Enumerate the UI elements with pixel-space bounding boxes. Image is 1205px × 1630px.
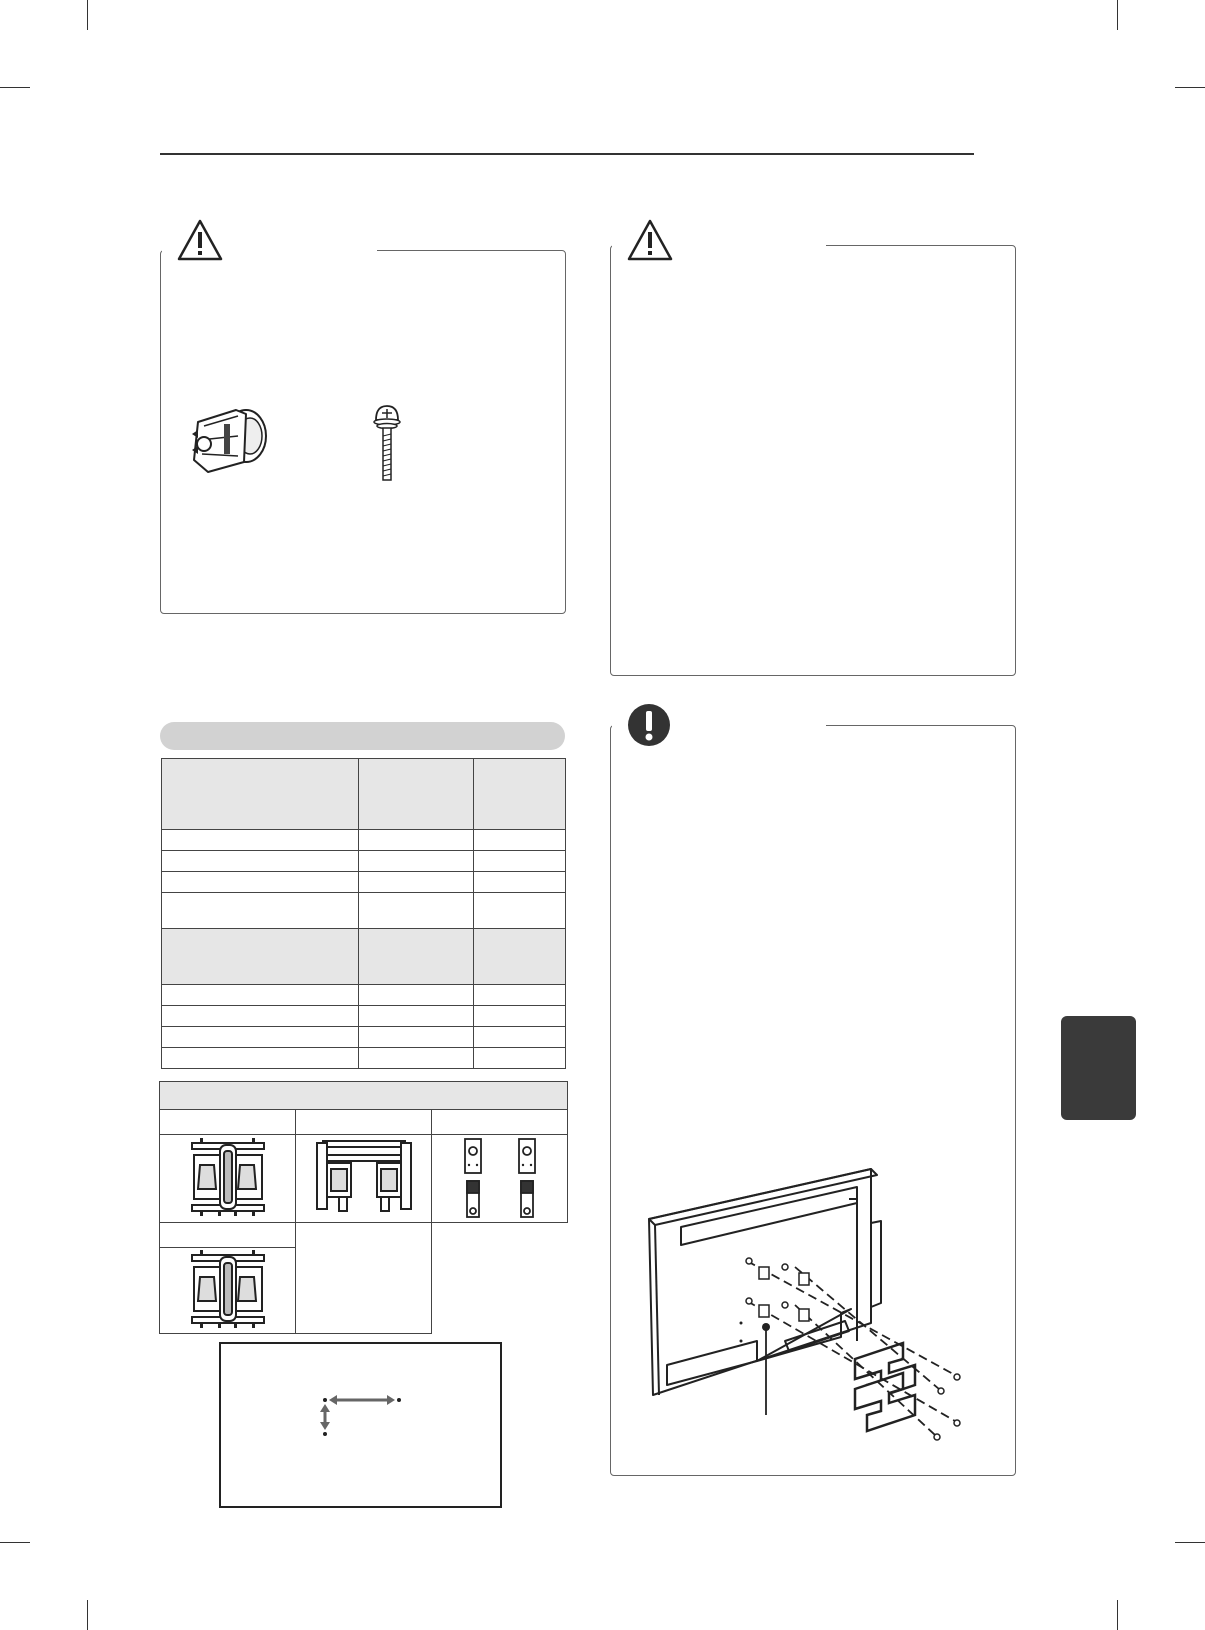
warning-triangle-icon (626, 218, 674, 267)
table-row (162, 872, 566, 893)
crop-mark (1117, 0, 1118, 30)
table-row (160, 1082, 568, 1110)
crop-mark (87, 0, 88, 30)
crop-mark (1117, 1600, 1118, 1630)
bracket-image-cell (296, 1135, 432, 1223)
tilt-wall-bracket-image (309, 1137, 419, 1217)
spec-table (161, 758, 566, 1069)
warning-triangle-icon (176, 218, 224, 267)
section-header-bar (160, 722, 565, 750)
screw-icon (372, 404, 402, 487)
chapter-side-tab (1061, 1016, 1136, 1120)
crop-mark (1175, 1542, 1205, 1543)
table-row (160, 1135, 568, 1223)
table-row (160, 1110, 568, 1135)
swivel-wall-bracket-image (188, 1137, 268, 1217)
table-row (162, 1048, 566, 1069)
table-row (162, 985, 566, 1006)
crop-mark (0, 87, 30, 88)
table-row (162, 893, 566, 929)
table-row (162, 759, 566, 830)
fixed-wall-bracket-image (445, 1135, 555, 1219)
tv-wall-mount-diagram (645, 1163, 965, 1453)
wall-mount-accessory-table (159, 1081, 568, 1334)
header-rule (160, 153, 974, 155)
crop-mark (0, 1542, 30, 1543)
table-row (160, 1223, 568, 1248)
wall-plug-icon (188, 400, 270, 483)
bracket-image-cell (160, 1135, 296, 1223)
vesa-dimension-diagram (219, 1342, 502, 1508)
table-row (162, 1006, 566, 1027)
exclamation-circle-icon (627, 703, 671, 752)
crop-mark (1175, 87, 1205, 88)
caution-box-right (610, 245, 1016, 676)
bracket-image-cell (432, 1135, 568, 1223)
table-row (162, 929, 566, 985)
table-row (162, 1027, 566, 1048)
table-row (162, 830, 566, 851)
crop-mark (87, 1600, 88, 1630)
bracket-image-cell (160, 1248, 296, 1334)
table-row (162, 851, 566, 872)
swivel-wall-bracket-image (188, 1249, 268, 1329)
